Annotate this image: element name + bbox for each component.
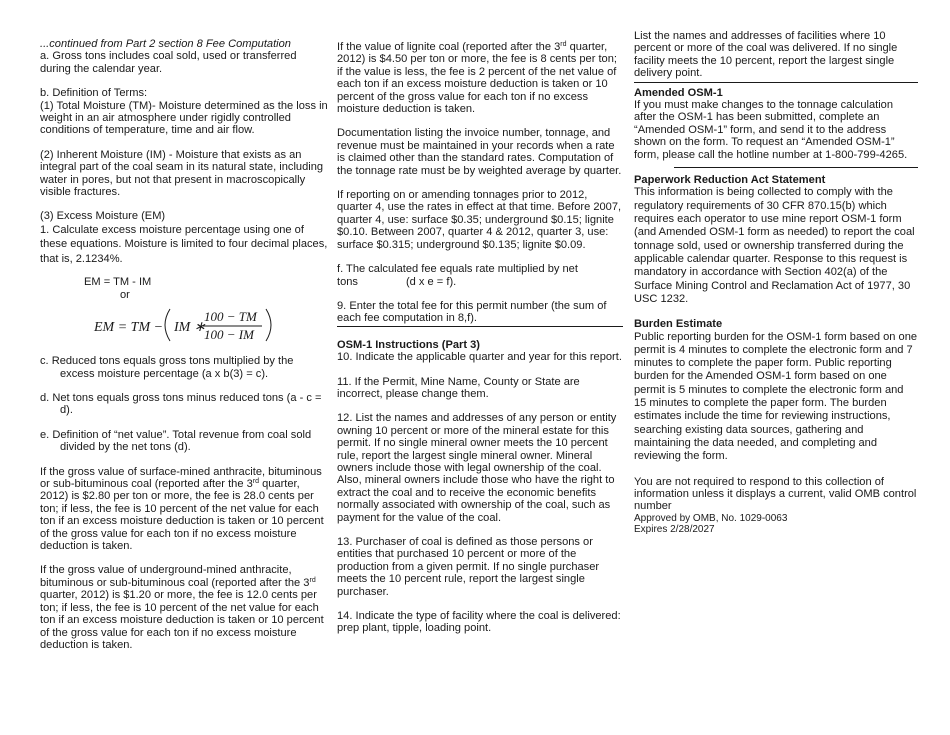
item-b-title: b. Definition of Terms: bbox=[40, 87, 148, 100]
paperwork-reduction-title: Paperwork Reduction Act Statement bbox=[634, 174, 826, 187]
item-9: 9. Enter the total fee for this permit number (the sum of each fee computation in 8,f). bbox=[337, 300, 623, 327]
osm1-instructions-title: OSM-1 Instructions (Part 3) bbox=[337, 338, 481, 351]
documentation-paragraph: Documentation listing the invoice number, tonnage, and revenue must be maintained in your records when a rate is claimed other than the standard rates. Computation of the tonnage rate must be by weighted average by quarter. bbox=[337, 127, 622, 177]
item-d: d. Net tons equals gross tons minus reduced tons (a - c = d). bbox=[40, 392, 322, 417]
column-right bbox=[634, 30, 918, 536]
item-b3-1: 1. Calculate excess moisture percentage using one of these equations. Moisture is limited to four decimal places, that is, 2.1234%. bbox=[40, 223, 328, 265]
item-11: 11. If the Permit, Mine Name, County or State are incorrect, please change them. bbox=[337, 375, 580, 400]
formula-denominator: 100 − IM bbox=[204, 327, 254, 343]
divider-2 bbox=[674, 167, 918, 168]
item-13: 13. Purchaser of coal is defined as those persons or entities that purchased 10 percent or more of the production from a given permit. If no single purchaser meets the 10 percent rule, report the largest single purchaser. bbox=[337, 536, 600, 598]
column-middle bbox=[337, 41, 623, 635]
item-c: c. Reduced tons equals gross tons multiplied by the excess moisture percentage (a x b(3) = c). bbox=[40, 355, 294, 380]
formula-right-paren bbox=[266, 309, 271, 341]
formula-im: IM ∗ bbox=[174, 320, 206, 336]
omb-notice: You are not required to respond to this collection of information unless it displays a current, valid OMB control number bbox=[634, 475, 917, 513]
burden-estimate-body: Public reporting burden for the OSM-1 form based on one permit is 4 minutes to complete the electronic form and 7 minutes to complete the paper form. Public reporting burden for the Amended OSM-1 form based on one permit is 5 minutes to complete the electronic form and 15 minutes to complete the paper form. The burden estimates include the time for reviewing instructions, searching existing data sources, gathering and maintaining the data needed, and completing and reviewing the form. bbox=[634, 330, 918, 463]
amended-osm1-title: Amended OSM-1 bbox=[634, 86, 723, 99]
excess-moisture-formula bbox=[92, 305, 292, 345]
item-e: e. Definition of “net value”. Total revenue from coal sold divided by the net tons (d). bbox=[40, 428, 312, 454]
prior-2012-paragraph: If reporting on or amending tonnages prior to 2012, quarter 4, use the rates in effect at that time. Before 2007, quarter 4, use: surface $0.35; underground $0.15; lignite $0.10. Between 2007, quarter 4 & 2012, quarter 3, use: surface $0.315; underground $0.135; lignite $0.09. bbox=[337, 189, 622, 251]
formula-left-paren bbox=[165, 309, 170, 341]
lignite-fee-paragraph: If the value of lignite coal (reported after the 3rd quarter, 2012) is $4.50 per ton or more, the fee is 8 cents per ton; if the value is less, the fee is 2 percent of the net value of each ton if an excess moisture deduction is taken or 10 percent of the gross value for each ton if no excess moisture deduction is taken. bbox=[337, 41, 617, 116]
omb-expiration: Expires 2/28/2027 bbox=[634, 524, 715, 536]
item-14: 14. Indicate the type of facility where the coal is delivered: prep plant, tipple, loading point. bbox=[337, 610, 621, 635]
item-b3-title: (3) Excess Moisture (EM) bbox=[40, 210, 166, 223]
item-f-line2: tons (d x e = f). bbox=[337, 275, 457, 288]
divider-1 bbox=[634, 82, 918, 83]
amended-osm1-body: If you must make changes to the tonnage calculation after the OSM-1 has been submitted, complete an “Amended OSM-1” form, and send it to the address shown on the form. To request an “Amended OSM-1” form, please call the hotline number at 1-800-799-4265. bbox=[634, 99, 908, 161]
item-12: 12. List the names and addresses of any person or entity owning 10 percent or more of the mineral estate for this permit. If no single mineral owner meets the 10 percent rule, report the largest single mineral owner. Mineral owners include those with legal ownership of the coal. Also, mineral owners include those who have the right to extract the coal and to receive the economic benefits normally associated with ownership of the coal, such as payment for the value of the coal. bbox=[337, 412, 617, 524]
formula-numerator: 100 − TM bbox=[204, 309, 257, 325]
formula-lhs: EM = TM − bbox=[94, 320, 164, 336]
item-a: a. Gross tons includes coal sold, used or transferred during the calendar year. bbox=[40, 50, 297, 75]
facilities-paragraph: List the names and addresses of facilities where 10 percent or more of the coal was delivered. If no single facility meets the 10 percent, report the largest single delivery point. bbox=[634, 30, 898, 80]
equation-or: or bbox=[120, 288, 130, 301]
item-10: 10. Indicate the applicable quarter and year for this report. bbox=[337, 351, 622, 364]
item-f-line1: f. The calculated fee equals rate multiplied by net bbox=[337, 263, 578, 276]
surface-fee-paragraph: If the gross value of surface-mined anthracite, bituminous or sub-bituminous coal (reported after the 3rd quarter, 2012) is $2.80 per ton or more, the fee is 28.0 cents per ton; if less, the fee is 10 percent of the net value for each ton if an excess moisture deduction is taken or 10 percent of the gross value for each ton if no excess moisture deduction is taken. bbox=[40, 465, 324, 553]
continued-note: ...continued from Part 2 section 8 Fee Computation bbox=[40, 38, 291, 50]
item-b1: (1) Total Moisture (TM)- Moisture determined as the loss in weight in an air atmosphere under rigidly controlled conditions of temperature, time and air flow. bbox=[40, 99, 328, 137]
burden-estimate-title: Burden Estimate bbox=[634, 318, 723, 331]
omb-approval: Approved by OMB, No. 1029-0063 bbox=[634, 512, 788, 524]
paperwork-reduction-body: This information is being collected to comply with the regulatory requirements of 30 CFR 870.15(b) which requires each operator to use mine report OSM-1 form (and Amended OSM-1 form as needed) to report the coal tonnage sold, used or ownership transferred during the applicable calendar quarter. Response to this request is mandatory in accordance with Section 402(a) of the Surface Mining Control and Reclamation Act of 1977, 30 USC 1232. bbox=[634, 186, 915, 305]
underground-fee-paragraph: If the gross value of underground-mined anthracite, bituminous or sub-bituminous coal (reported after the 3rd quarter, 2012) is $1.20 or more, the fee is 12.0 cents per ton; if less, the fee is 10 percent of the net value for each ton if an excess moisture deduction is taken or 10 percent of the gross value for each ton if no excess moisture deduction is taken. bbox=[40, 564, 324, 651]
item-b2: (2) Inherent Moisture (IM) - Moisture that exists as an integral part of the coal seam in its natural state, including water in pores, but not that present in macroscopically visible fractures. bbox=[40, 148, 324, 199]
column-left bbox=[40, 38, 330, 651]
equation-simple: EM = TM - IM bbox=[84, 276, 152, 289]
